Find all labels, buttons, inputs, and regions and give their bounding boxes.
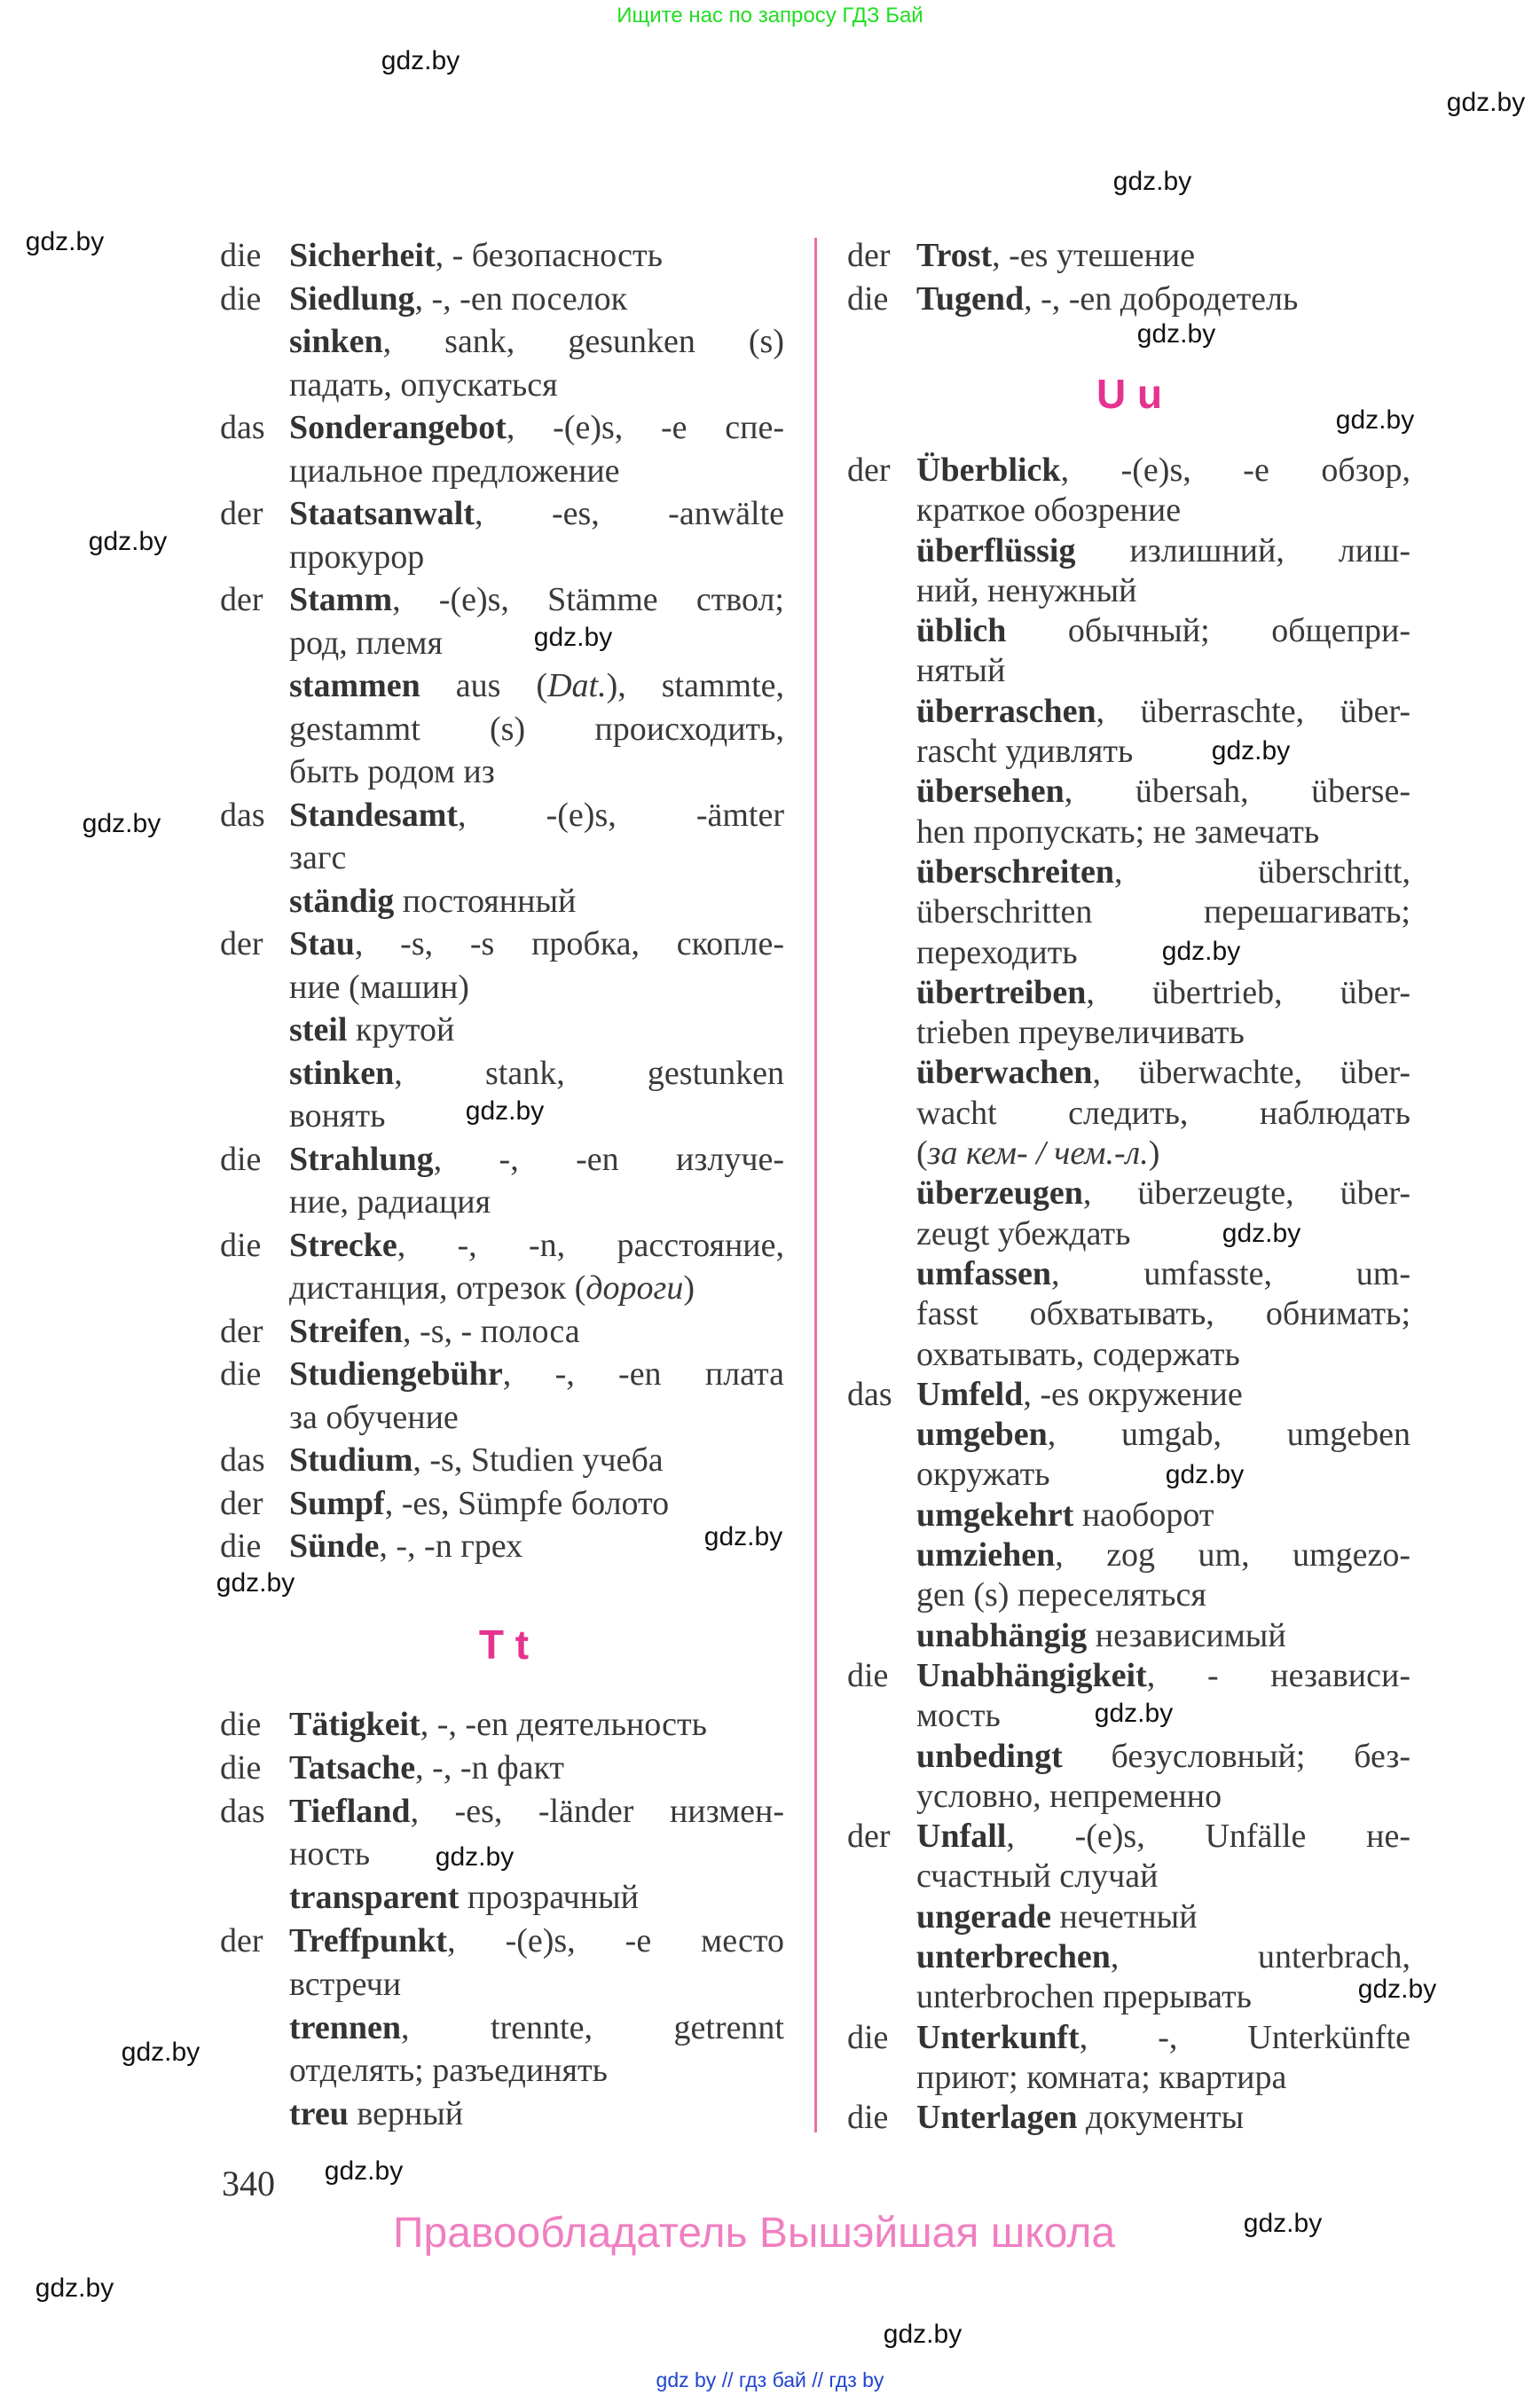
dictionary-entry	[847, 1937, 1410, 1977]
definition-text: , zog um, umgezo-	[1055, 1536, 1410, 1575]
definition-text: , -es, -anwälte	[475, 495, 784, 532]
definition-text: нечетный	[1051, 1897, 1198, 1936]
headword: Studiengebühr	[289, 1355, 503, 1393]
headword: Treffpunkt	[289, 1921, 448, 1959]
dictionary-entry-continuation	[847, 1455, 1410, 1495]
watermark: gdz.by	[1446, 88, 1526, 117]
watermark: gdz.by	[533, 623, 613, 652]
dictionary-entry	[220, 1876, 784, 1920]
dictionary-section-s	[220, 234, 784, 1568]
dictionary-entry	[847, 1737, 1410, 1777]
dictionary-entry	[220, 880, 784, 923]
watermark: gdz.by	[324, 2156, 404, 2186]
definition-text: , -, -n факт	[415, 1748, 565, 1787]
definition-text: мость	[916, 1697, 1001, 1735]
dictionary-entry-continuation	[847, 1294, 1410, 1334]
headword: Tatsache	[289, 1748, 416, 1787]
dictionary-entry-continuation	[220, 708, 784, 751]
dictionary-entry-continuation	[220, 1267, 784, 1310]
dictionary-entry	[220, 2093, 784, 2136]
headword: üblich	[916, 612, 1007, 650]
definition-text: за обучение	[289, 1398, 459, 1436]
dictionary-entry-continuation	[847, 571, 1410, 611]
watermark: gdz.by	[1161, 937, 1241, 966]
headword: Sumpf	[289, 1484, 385, 1522]
watermark: gdz.by	[1211, 736, 1291, 766]
definition-text: независимый	[1087, 1616, 1286, 1654]
watermark: gdz.by	[1165, 1460, 1245, 1489]
dictionary-entry	[847, 1616, 1410, 1656]
dictionary-entry	[847, 1897, 1410, 1937]
definition-text: , übertrieb, über-	[1086, 973, 1410, 1011]
definition-text: )	[683, 1269, 695, 1307]
dictionary-entry-continuation	[220, 750, 784, 794]
dictionary-entry-continuation	[847, 813, 1410, 852]
headword: Tätigkeit	[289, 1706, 420, 1743]
watermark: gdz.by	[82, 809, 161, 838]
headword: treu	[289, 2095, 349, 2133]
dictionary-entry-continuation	[220, 836, 784, 880]
dictionary-entry-continuation	[847, 892, 1410, 932]
dictionary-entry-continuation	[847, 1575, 1410, 1615]
definition-text: нятый	[916, 652, 1006, 690]
article: die	[220, 237, 262, 274]
definition-text: , -, -n, расстояние,	[397, 1226, 784, 1264]
watermark: gdz.by	[883, 2320, 962, 2349]
letter-heading-u: U u	[1096, 371, 1163, 417]
watermark: gdz.by	[1222, 1219, 1301, 1248]
dictionary-entry-continuation	[220, 1095, 784, 1138]
dictionary-entry	[220, 1310, 784, 1354]
headword: überschreiten	[916, 852, 1115, 891]
dictionary-entry	[220, 2006, 784, 2050]
dictionary-entry	[220, 1009, 784, 1052]
definition-text: , sank, gesunken (s)	[382, 323, 784, 360]
headword: Überblick	[916, 452, 1061, 489]
definition-text: zeugt убеждать	[916, 1214, 1131, 1253]
article: die	[220, 279, 262, 318]
definition-text: ), stammte,	[606, 667, 785, 704]
article: die	[220, 1706, 262, 1743]
headword: überraschen	[916, 692, 1096, 730]
footer-links-banner: gdz by // гдз бай // гдз by	[656, 2368, 884, 2391]
dictionary-entry	[220, 664, 784, 708]
article: die	[220, 1748, 262, 1787]
definition-text: aus (	[420, 667, 548, 704]
definition-text: постоянный	[394, 882, 577, 920]
definition-text: , -, -en излуче-	[433, 1140, 784, 1178]
definition-text: вонять	[289, 1097, 386, 1135]
definition-text: , -es, Sümpfe болото	[384, 1484, 670, 1522]
watermark: gdz.by	[1136, 319, 1216, 349]
article: der	[847, 452, 891, 489]
headword: Tugend	[916, 279, 1025, 318]
headword: Stau	[289, 925, 355, 962]
dictionary-entry	[847, 1375, 1410, 1415]
headword: umfassen	[916, 1254, 1052, 1292]
headword: übersehen	[916, 773, 1065, 811]
dictionary-entry	[847, 1656, 1410, 1696]
dictionary-entry	[220, 578, 784, 622]
headword: Unterkunft	[916, 2018, 1080, 2056]
article: der	[220, 1484, 263, 1522]
definition-text: циальное предложение	[289, 452, 620, 490]
definition-text: , -(e)s, -e спе-	[506, 409, 784, 446]
definition-text: , -(e)s, -ämter	[458, 796, 784, 834]
definition-text: обычный; общепри-	[1006, 612, 1410, 650]
article: die	[220, 1355, 262, 1393]
definition-text: , -, -en плата	[502, 1355, 784, 1393]
dictionary-entry-continuation	[220, 2049, 784, 2093]
headword: Sünde	[289, 1527, 380, 1565]
headword: ungerade	[916, 1897, 1051, 1936]
headword: Tiefland	[289, 1792, 411, 1830]
definition-text: , -, Unterkünfte	[1079, 2018, 1410, 2056]
dictionary-entry-continuation	[847, 1134, 1410, 1174]
definition-text: излишний, лиш-	[1075, 531, 1410, 569]
article: der	[220, 1921, 263, 1959]
definition-text: , umgab, umgeben	[1047, 1416, 1410, 1454]
headword: Studium	[289, 1441, 413, 1479]
dictionary-entry-continuation	[847, 933, 1410, 973]
headword: stinken	[289, 1054, 395, 1092]
headword: Sonderangebot	[289, 409, 507, 446]
dictionary-entry	[847, 2098, 1410, 2138]
headword: Streifen	[289, 1312, 404, 1350]
dictionary-entry	[847, 278, 1410, 321]
definition-text: , -(e)s, Unfälle не-	[1006, 1818, 1410, 1856]
column-divider	[814, 238, 817, 2132]
definition-text: trieben преувеличивать	[916, 1014, 1245, 1052]
dictionary-entry	[847, 451, 1410, 491]
dictionary-entry	[220, 1224, 784, 1268]
definition-text: встречи	[289, 1965, 402, 2003]
headword: überwachen	[916, 1054, 1093, 1092]
definition-text: rascht удивлять	[916, 733, 1134, 771]
article: die	[220, 1527, 262, 1565]
watermark: gdz.by	[703, 1522, 783, 1551]
definition-text: переходить	[916, 933, 1078, 971]
definition-text: загс	[289, 839, 347, 876]
definition-text: , trennte, getrennt	[400, 2008, 784, 2046]
headword: Umfeld	[916, 1375, 1024, 1413]
dictionary-entry	[847, 1053, 1410, 1093]
article: die	[847, 2018, 889, 2056]
headword: unterbrechen	[916, 1937, 1111, 1975]
definition-text: , überschritt,	[1114, 852, 1410, 891]
definition-text: , -s, -s пробка, скопле-	[354, 925, 784, 962]
dictionary-entry-continuation	[847, 651, 1410, 691]
dictionary-entry	[220, 1482, 784, 1526]
definition-text: , -es утешение	[992, 237, 1196, 274]
definition-text: , überzeugte, über-	[1082, 1174, 1410, 1213]
definition-text: , stank, gestunken	[394, 1054, 784, 1092]
watermark: gdz.by	[216, 1568, 295, 1598]
page-number: 340	[222, 2163, 275, 2203]
dictionary-entry-continuation	[847, 1094, 1410, 1134]
watermark: gdz.by	[465, 1096, 545, 1126]
dictionary-entry	[220, 320, 784, 364]
dictionary-entry-continuation	[220, 622, 784, 665]
watermark: gdz.by	[381, 46, 460, 75]
definition-text: крутой	[347, 1011, 455, 1048]
dictionary-entry	[847, 1415, 1410, 1455]
article: die	[847, 279, 889, 318]
definition-text: ность	[289, 1835, 371, 1873]
dictionary-entry	[220, 492, 784, 536]
definition-text: , -(e)s, -e обзор,	[1060, 452, 1410, 489]
article: die	[220, 1140, 262, 1178]
headword: steil	[289, 1011, 348, 1048]
dictionary-entry-continuation	[847, 1857, 1410, 1896]
dictionary-entry-continuation	[847, 1013, 1410, 1053]
dictionary-entry	[220, 406, 784, 450]
article: die	[220, 1226, 262, 1264]
definition-text: быть родом из	[289, 753, 495, 790]
headword: Unfall	[916, 1818, 1007, 1856]
headword: übertreiben	[916, 973, 1087, 1011]
definition-text: род, племя	[289, 624, 443, 662]
watermark: gdz.by	[1243, 2209, 1323, 2238]
definition-text: , -(e)s, -e место	[447, 1921, 784, 1959]
dictionary-section-u	[847, 451, 1410, 2138]
definition-text: окружать	[916, 1456, 1050, 1494]
definition-text: счастный случай	[916, 1857, 1159, 1896]
headword: Unabhängigkeit	[916, 1656, 1147, 1694]
definition-text: wacht следить, наблюдать	[916, 1094, 1410, 1132]
watermark: gdz.by	[88, 527, 168, 556]
letter-heading-t: T t	[478, 1622, 530, 1668]
definition-text: , - безопасность	[435, 237, 663, 274]
definition-text: документы	[1077, 2099, 1245, 2137]
dictionary-entry	[220, 1439, 784, 1482]
definition-text: , -, -n грех	[379, 1527, 523, 1565]
headword: unabhängig	[916, 1616, 1088, 1654]
dictionary-entry-continuation	[847, 1214, 1410, 1254]
definition-text: )	[1148, 1135, 1160, 1173]
dictionary-entry	[220, 1920, 784, 1963]
definition-text: , überwachte, über-	[1092, 1054, 1410, 1092]
article: das	[220, 796, 265, 834]
article: der	[220, 581, 263, 618]
headword: überflüssig	[916, 531, 1076, 569]
definition-text: , -, -en деятельность	[420, 1706, 707, 1743]
headword: Strahlung	[289, 1140, 434, 1178]
dictionary-entry-continuation	[220, 1963, 784, 2006]
definition-text: ние (машин)	[289, 968, 469, 1006]
dictionary-entry-continuation	[847, 1696, 1410, 1736]
headword: umgeben	[916, 1416, 1048, 1454]
dictionary-entry	[847, 1817, 1410, 1857]
definition-text: дистанция, отрезок (	[289, 1269, 586, 1307]
dictionary-entry	[847, 1535, 1410, 1575]
definition-text: ние, радиация	[289, 1183, 491, 1221]
article: der	[847, 237, 891, 274]
dictionary-entry-continuation	[220, 1833, 784, 1876]
definition-text: ний, ненужный	[916, 571, 1137, 609]
definition-text: , übersah, überse-	[1064, 773, 1410, 811]
definition-text: hen пропускать; не замечать	[916, 813, 1320, 851]
dictionary-entry	[220, 1747, 784, 1790]
dictionary-entry	[220, 1525, 784, 1568]
dictionary-entry-continuation	[847, 1977, 1410, 2017]
watermark: gdz.by	[1335, 405, 1415, 435]
watermark: gdz.by	[1112, 167, 1192, 196]
dictionary-entry	[220, 794, 784, 837]
headword: Strecke	[289, 1226, 397, 1264]
dictionary-entry	[220, 234, 784, 278]
headword: Standesamt	[289, 796, 459, 834]
definition-text: отделять; разъединять	[289, 2052, 608, 2090]
definition-text: прокурор	[289, 538, 425, 576]
headword: Sicherheit	[289, 237, 436, 274]
definition-text: , unterbrach,	[1110, 1937, 1410, 1975]
definition-text: , -es, -länder низмен-	[410, 1792, 784, 1830]
italic-note: дороги	[585, 1269, 684, 1307]
headword: unbedingt	[916, 1737, 1063, 1775]
definition-text: , -s, - полоса	[403, 1312, 580, 1350]
dictionary-entry-continuation	[220, 1181, 784, 1224]
headword: Trost	[916, 237, 993, 274]
dictionary-entry-continuation	[847, 1777, 1410, 1817]
dictionary-entry	[847, 772, 1410, 812]
definition-text: верный	[348, 2095, 464, 2133]
definition-text: , - независи-	[1146, 1656, 1410, 1694]
definition-text: unterbrochen прерывать	[916, 1978, 1252, 2016]
definition-text: (	[916, 1135, 928, 1173]
headword: Siedlung	[289, 279, 415, 318]
dictionary-entry	[220, 1052, 784, 1095]
dictionary-entry-continuation	[220, 450, 784, 493]
article: das	[220, 1441, 265, 1479]
definition-text: , -es окружение	[1023, 1375, 1243, 1413]
watermark: gdz.by	[1357, 1975, 1437, 2004]
dictionary-section-t-right	[847, 234, 1410, 320]
headword: stammen	[289, 667, 420, 704]
dictionary-entry-continuation	[847, 732, 1410, 772]
headword: Stamm	[289, 581, 393, 618]
article: das	[220, 409, 265, 446]
dictionary-entry	[220, 923, 784, 966]
watermark: gdz.by	[1094, 1699, 1174, 1728]
dictionary-entry	[220, 278, 784, 321]
definition-text: , überraschte, über-	[1096, 692, 1410, 730]
copyright-notice: Правообладатель Вышэйшая школа	[393, 2210, 1116, 2257]
definition-text: überschritten перешагивать;	[916, 893, 1410, 931]
dictionary-entry-continuation	[847, 2058, 1410, 2098]
dictionary-entry-continuation	[220, 536, 784, 579]
definition-text: gen (s) переселяться	[916, 1576, 1206, 1614]
headword: sinken	[289, 323, 383, 360]
definition-text: падать, опускаться	[289, 365, 558, 404]
dictionary-entry	[847, 1174, 1410, 1213]
dictionary-entry	[847, 1496, 1410, 1535]
article: die	[847, 2099, 889, 2137]
definition-text: , -, -en поселок	[414, 279, 628, 318]
dictionary-entry	[220, 1790, 784, 1834]
article: das	[220, 1792, 265, 1830]
article: der	[220, 495, 263, 532]
definition-text: gestammt (s) происходить,	[289, 710, 784, 748]
definition-text: краткое обозрение	[916, 491, 1182, 530]
definition-text: , -s, Studien учеба	[412, 1441, 664, 1479]
definition-text: приют; комната; квартира	[916, 2058, 1287, 2096]
headword: ständig	[289, 882, 395, 920]
dictionary-entry	[220, 1138, 784, 1182]
search-hint-banner: Ищите нас по запросу ГДЗ Бай	[617, 4, 923, 27]
headword: Staatsanwalt	[289, 495, 475, 532]
dictionary-entry	[847, 2018, 1410, 2058]
dictionary-entry	[847, 692, 1410, 732]
article: das	[847, 1375, 892, 1413]
definition-text: условно, непременно	[916, 1777, 1222, 1815]
definition-text: наоборот	[1073, 1496, 1214, 1534]
dictionary-entry-continuation	[847, 1335, 1410, 1375]
italic-note: за кем- / чем.-л.	[927, 1135, 1149, 1173]
italic-note: Dat.	[547, 667, 607, 704]
article: der	[220, 925, 263, 962]
definition-text: , umfasste, um-	[1051, 1254, 1410, 1292]
definition-text: безусловный; без-	[1062, 1737, 1410, 1775]
dictionary-entry	[847, 852, 1410, 892]
dictionary-entry	[220, 1703, 784, 1747]
dictionary-entry	[847, 1254, 1410, 1294]
dictionary-entry	[847, 234, 1410, 278]
article: der	[847, 1818, 891, 1856]
definition-text: , -, -en добродетель	[1024, 279, 1299, 318]
watermark: gdz.by	[121, 2038, 200, 2067]
headword: Unterlagen	[916, 2099, 1078, 2137]
dictionary-entry	[220, 1353, 784, 1396]
dictionary-entry	[847, 611, 1410, 651]
headword: transparent	[289, 1879, 460, 1917]
article: der	[220, 1312, 263, 1350]
watermark: gdz.by	[35, 2273, 114, 2303]
headword: trennen	[289, 2008, 401, 2046]
definition-text: прозрачный	[459, 1879, 639, 1917]
dictionary-entry-continuation	[847, 491, 1410, 530]
headword: umziehen	[916, 1536, 1056, 1575]
definition-text: , -(e)s, Stämme ствол;	[392, 581, 784, 618]
dictionary-section-t-left	[220, 1703, 784, 2136]
dictionary-entry-continuation	[220, 966, 784, 1009]
watermark: gdz.by	[25, 227, 105, 256]
article: die	[847, 1656, 889, 1694]
dictionary-entry-continuation	[220, 364, 784, 407]
dictionary-entry	[847, 973, 1410, 1013]
dictionary-entry-continuation	[220, 1396, 784, 1440]
definition-text: охватывать, содержать	[916, 1335, 1240, 1373]
dictionary-entry	[847, 531, 1410, 571]
watermark: gdz.by	[435, 1842, 515, 1872]
definition-text: fasst обхватывать, обнимать;	[916, 1295, 1410, 1333]
headword: umgekehrt	[916, 1496, 1074, 1534]
headword: überzeugen	[916, 1174, 1083, 1213]
